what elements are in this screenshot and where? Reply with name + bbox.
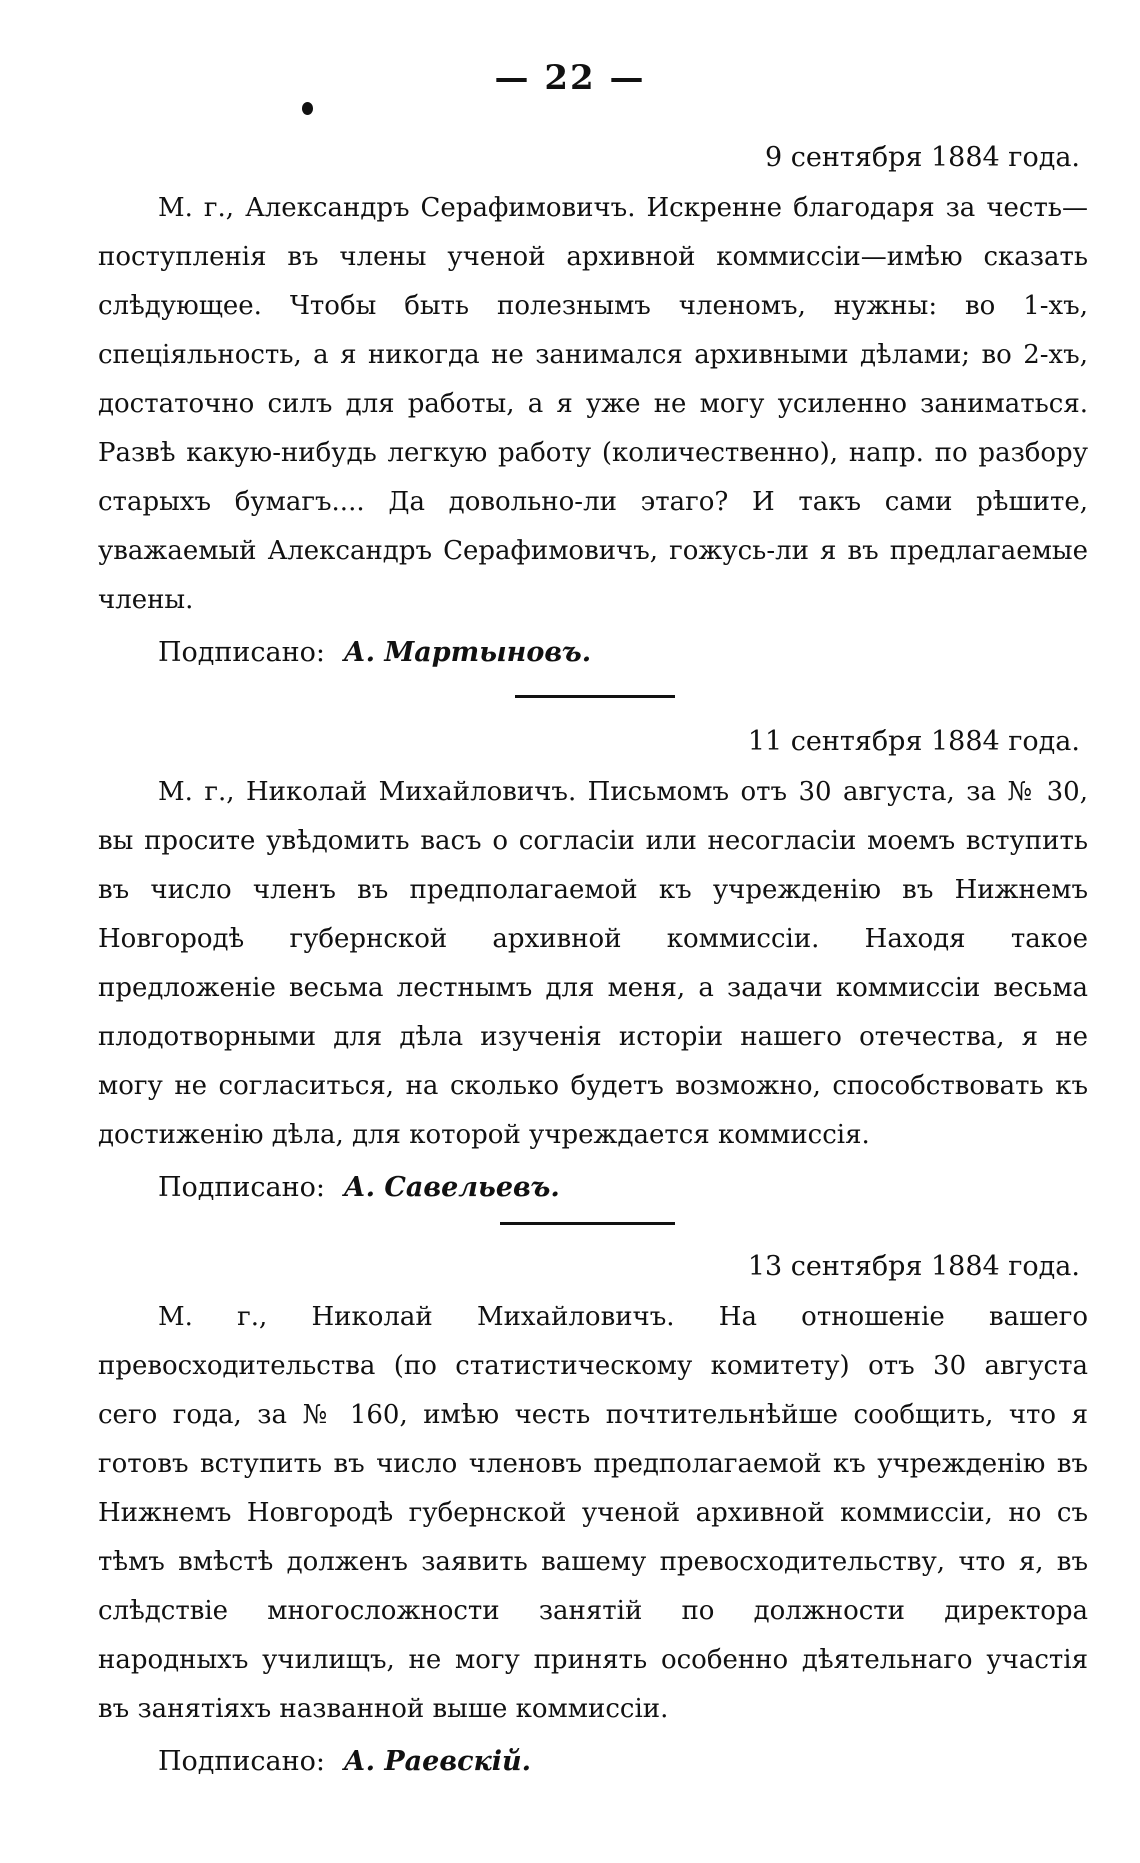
signed-label: Подписано: [158,1172,325,1203]
section-divider [500,1222,675,1225]
signed-label: Подписано: [158,637,325,668]
letter-body: М. г., Николай Михайловичъ. Письмомъ отъ 30 августа, за № 30, вы просите увѣдомить васъ о согласіи или несогласіи моемъ вступить въ число членъ въ предполагаемой къ учрежденію въ Нижнемъ Новгородѣ губернской архивной коммиссіи. Находя такое предложеніе весьма лестнымъ для меня, а задачи коммиссіи весьма плодотворными для дѣла изученія исторіи нашего отечества, я не могу не согласиться, на сколько будетъ возможно, способствовать къ достиженію дѣла, для которой учреждается коммиссія. [98,777,1088,1150]
signatory-name: А. Савельевъ. [343,1172,560,1203]
letter-date: 9 сентября 1884 года. [765,142,1080,173]
letter-date: 11 сентября 1884 года. [747,726,1080,757]
ink-blot-mark [302,102,313,115]
signature-line [158,1740,1088,1784]
section-divider [515,695,675,698]
letter-body: М. г., Николай Михайловичъ. На отношеніе вашего превосходительства (по статистическому комитету) отъ 30 августа сего года, за № 160, имѣю честь почтительнѣйше сообщить, что я готовъ вступить въ число членовъ предполагаемой къ учрежденію въ Нижнемъ Новгородѣ губернской ученой архивной коммиссіи, но съ тѣмъ вмѣстѣ долженъ заявить вашему превосходительству, что я, въ слѣдствіе многосложности занятій по должности директора народныхъ училищъ, не могу принять особенно дѣятельнаго участія въ занятіяхъ названной выше коммиссіи. [98,1302,1088,1724]
signatory-name: А. Раевскій. [343,1746,532,1777]
page-number: — 22 — [494,58,646,98]
signature-line [158,631,1088,675]
signatory-name: А. Мартыновъ. [343,637,592,668]
signature-line [158,1166,1088,1210]
letter-date: 13 сентября 1884 года. [747,1251,1080,1282]
letter-martynov [98,138,1088,675]
letter-savelyev [98,722,1088,1210]
signed-label: Подписано: [158,1746,325,1777]
letter-raevsky [98,1247,1088,1784]
letter-body: М. г., Александръ Серафимовичъ. Искренне благодаря за честь—поступленія въ члены ученой архивной коммиссіи—имѣю сказать слѣдующее. Чтобы быть полезнымъ членомъ, нужны: во 1-хъ, спеціяльность, а я никогда не занимался архивными дѣлами; во 2-хъ, достаточно силъ для работы, а я уже не могу усиленно заниматься. Развѣ какую-нибудь легкую работу (количественно), напр. по разбору старыхъ бумагъ.... Да довольно-ли этаго? И такъ сами рѣшите, уважаемый Александръ Серафимовичъ, гожусь-ли я въ предлагаемые члены. [98,193,1088,615]
